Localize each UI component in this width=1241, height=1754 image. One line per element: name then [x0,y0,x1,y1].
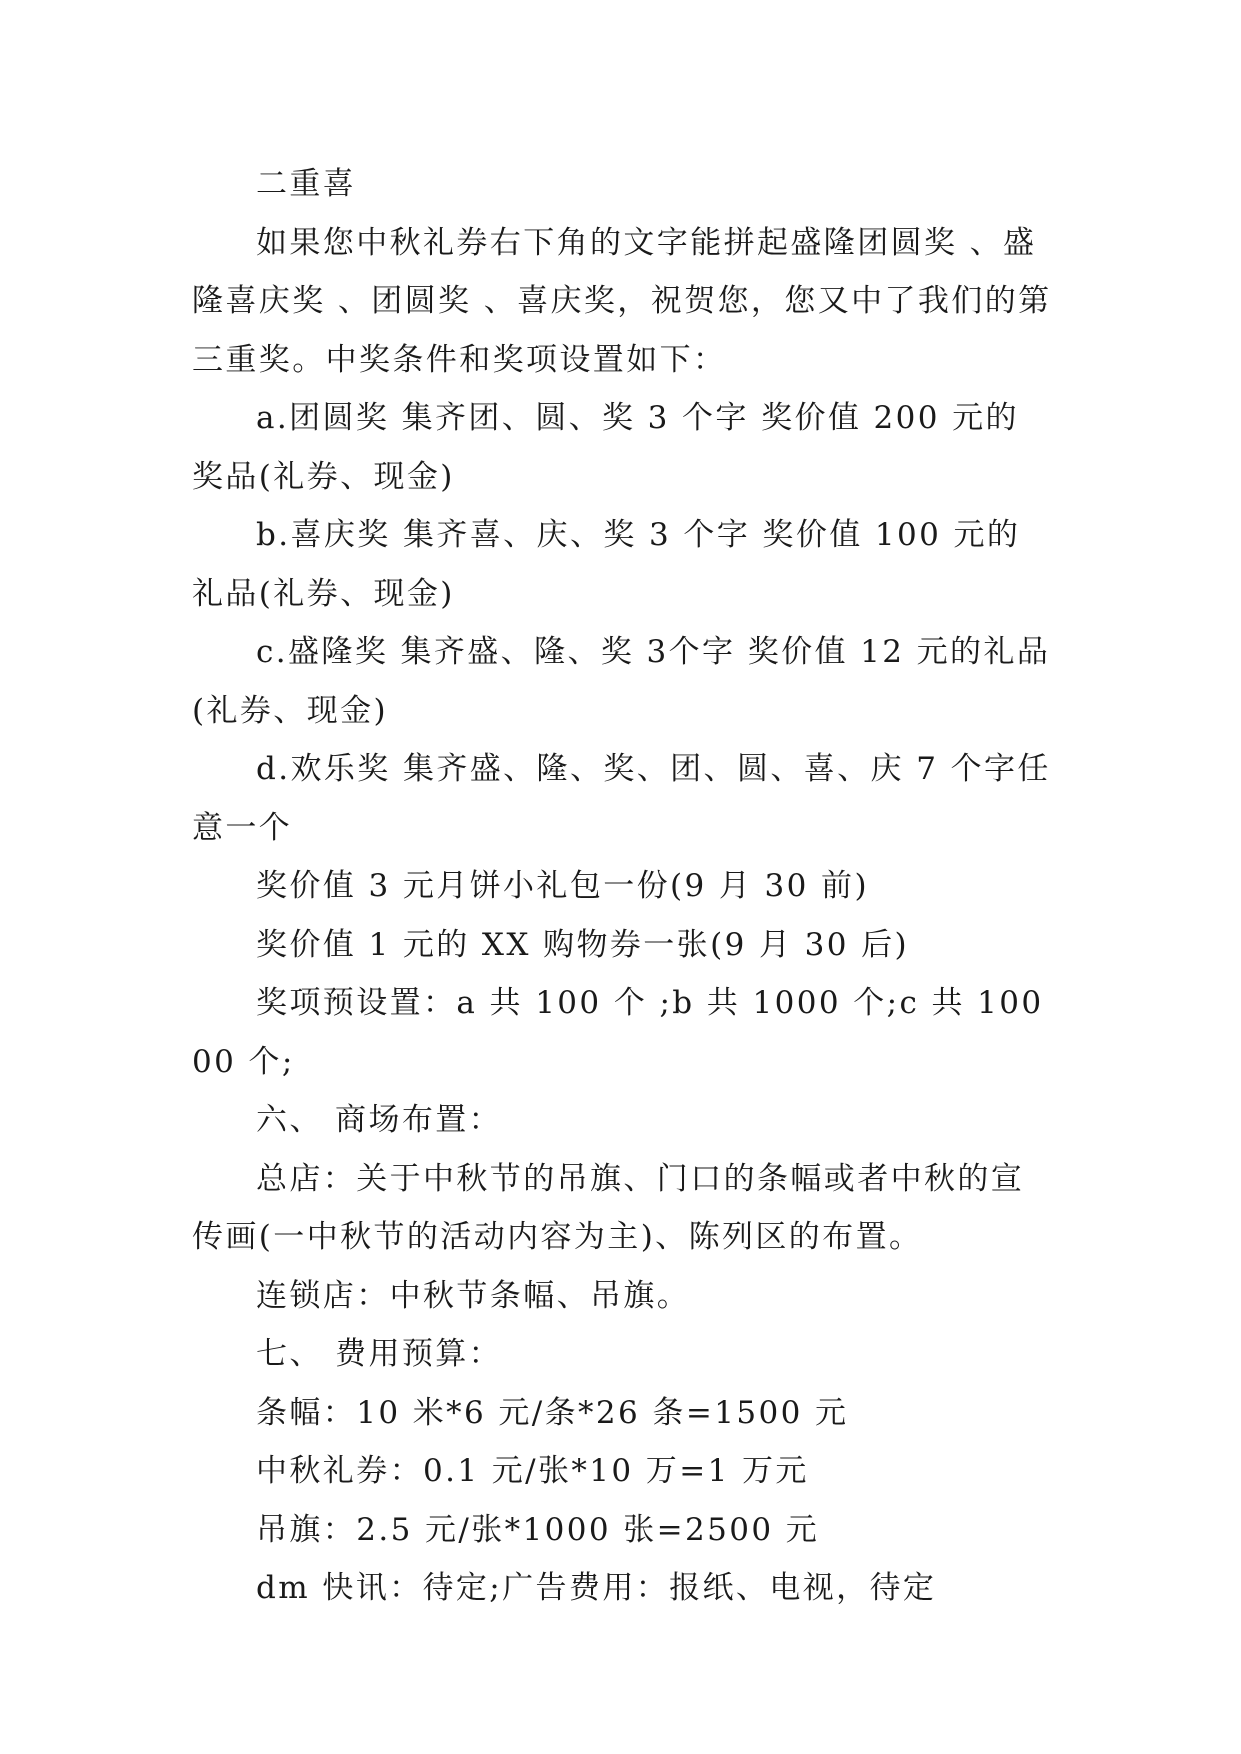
budget-dm-ads: dm 快讯：待定;广告费用：报纸、电视，待定 [256,1570,937,1606]
paragraph-chain-store: 连锁店：中秋节条幅、吊旗。 [256,1277,691,1314]
prize-item-d: d.欢乐奖 集齐盛、隆、奖、团、圆、喜、庆 7 个字任意一个 [192,751,1051,846]
prize-item-d-after: 奖价值 1 元的 XX 购物券一张(9 月 30 后) [256,926,909,963]
prize-item-b: b.喜庆奖 集齐喜、庆、奖 3 个字 奖价值 100 元的礼品(礼券、现金) [192,517,1021,612]
prize-item-c: c.盛隆奖 集齐盛、隆、奖 3个字 奖价值 12 元的礼品(礼券、现金) [192,634,1051,729]
prize-item-a: a.团圆奖 集齐团、圆、奖 3 个字 奖价值 200 元的奖品(礼券、现金) [192,400,1019,495]
budget-banner: 条幅：10 米*6 元/条*26 条=1500 元 [256,1394,849,1431]
budget-gift-voucher: 中秋礼券：0.1 元/张*10 万=1 万元 [256,1453,809,1489]
paragraph-third-prize-intro: 如果您中秋礼券右下角的文字能拼起盛隆团圆奖 、盛隆喜庆奖 、团圆奖 、喜庆奖，祝贺您，您又中了我们的第三重奖。中奖条件和奖项设置如下： [192,224,1052,378]
heading-second-prize: 二重喜 [256,166,357,202]
prize-item-d-before: 奖价值 3 元月饼小礼包一份(9 月 30 前) [256,868,869,904]
paragraph-main-store: 总店：关于中秋节的吊旗、门口的条幅或者中秋的宣传画(一中秋节的活动内容为主)、陈列区的布置。 [192,1160,1025,1255]
prize-quota: 奖项预设置：a 共 100 个 ;b 共 1000 个;c 共 10000 个; [192,985,1044,1080]
section-heading-layout: 六、 商场布置： [256,1102,503,1138]
section-heading-budget: 七、 费用预算： [256,1336,503,1372]
document-body [192,155,1052,1618]
budget-hanging-flag: 吊旗：2.5 元/张*1000 张=2500 元 [256,1511,820,1548]
